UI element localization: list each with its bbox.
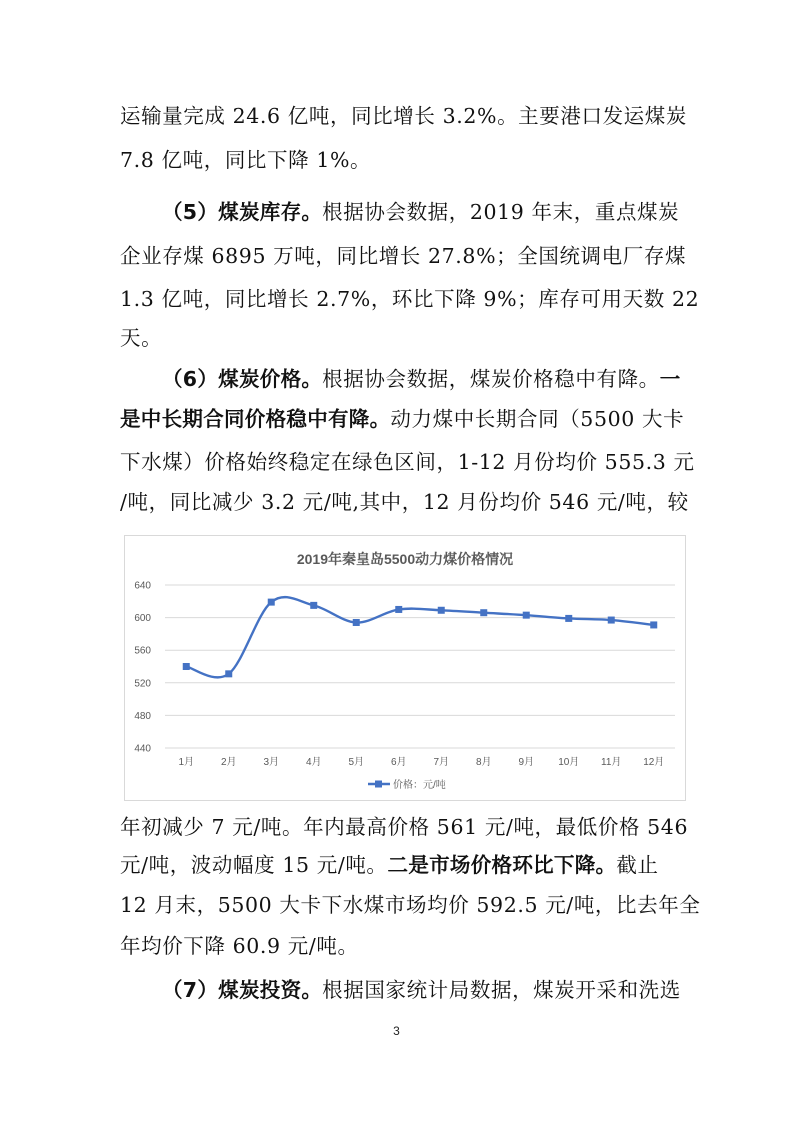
paragraph-line: 12 月末，5500 大卡下水煤市场均价 592.5 元/吨，比去年全 [120,893,701,917]
paragraph-line: 天。 [120,326,163,350]
data-point [353,619,360,626]
x-tick-label: 1月 [178,757,195,768]
data-point [225,670,232,677]
section-heading: （6）煤炭价格。 [162,367,323,391]
data-point [608,617,615,624]
page-number: 3 [393,1024,400,1038]
y-tick-label: 560 [134,645,151,657]
section-heading: （7）煤炭投资。 [162,978,323,1002]
series-line [186,597,654,677]
x-tick-label: 2月 [220,757,237,768]
bold-text: 一 [659,367,681,391]
x-tick-label: 11月 [601,757,622,768]
bold-text: 是中长期合同价格稳中有降。 [120,407,391,431]
legend-label: 价格：元/吨 [393,780,446,791]
text-span: 动力煤中长期合同（5500 大卡 [390,407,685,431]
bold-text: 二是市场价格环比下降。 [387,853,617,877]
x-tick-label: 7月 [433,757,450,768]
x-tick-label: 6月 [390,757,407,768]
data-point [480,609,487,616]
x-tick-label: 8月 [475,757,492,768]
text-span: 截止 [616,853,659,877]
y-tick-label: 600 [134,613,151,625]
paragraph-line [162,975,681,1005]
data-point [438,607,445,614]
text-span: 根据国家统计局数据，煤炭开采和洗选 [322,978,681,1002]
paragraph-line [120,404,684,434]
x-tick-label: 3月 [263,757,280,768]
section-heading: （5）煤炭库存。 [162,200,323,224]
paragraph-line: 7.8 亿吨，同比下降 1%。 [120,148,372,172]
text-span: 根据协会数据，2019 年末，重点煤炭 [322,200,680,224]
paragraph-line: /吨，同比减少 3.2 元/吨,其中，12 月份均价 546 元/吨，较 [120,490,689,514]
x-tick-label: 12月 [643,757,665,768]
paragraph-line: 运输量完成 24.6 亿吨，同比增长 3.2%。主要港口发运煤炭 [120,104,687,128]
paragraph-line [120,850,659,880]
paragraph-line [162,364,681,394]
paragraph-line: 年均价下降 60.9 元/吨。 [120,934,359,958]
paragraph-line: 年初减少 7 元/吨。年内最高价格 561 元/吨，最低价格 546 [120,815,689,839]
paragraph-line: 下水煤）价格始终稳定在绿色区间，1-12 月份均价 555.3 元 [120,450,695,474]
text-span: 根据协会数据，煤炭价格稳中有降。 [322,367,660,391]
paragraph-line [162,197,679,227]
paragraph-line: 企业存煤 6895 万吨，同比增长 27.8%；全国统调电厂存煤 [120,244,687,268]
y-tick-label: 520 [134,678,151,690]
data-point [395,606,402,613]
data-point [523,612,530,619]
x-tick-label: 5月 [348,757,365,768]
data-point [268,599,275,606]
y-tick-label: 640 [134,580,151,592]
data-point [565,615,572,622]
price-chart [124,535,686,801]
data-point [310,602,317,609]
x-tick-label: 4月 [305,757,322,768]
x-tick-label: 9月 [518,757,535,768]
paragraph-line: 1.3 亿吨，同比增长 2.7%，环比下降 9%；库存可用天数 22 [120,287,700,311]
y-tick-label: 480 [134,710,151,722]
data-point [650,621,657,628]
text-span: 元/吨，波动幅度 15 元/吨。 [120,853,388,877]
legend-marker [375,781,382,788]
chart-svg [125,536,685,800]
x-tick-label: 10月 [558,757,580,768]
chart-legend [368,778,446,791]
y-tick-label: 440 [134,743,151,755]
data-point [183,663,190,670]
chart-title: 2019年秦皇岛5500动力煤价格情况 [296,551,514,567]
